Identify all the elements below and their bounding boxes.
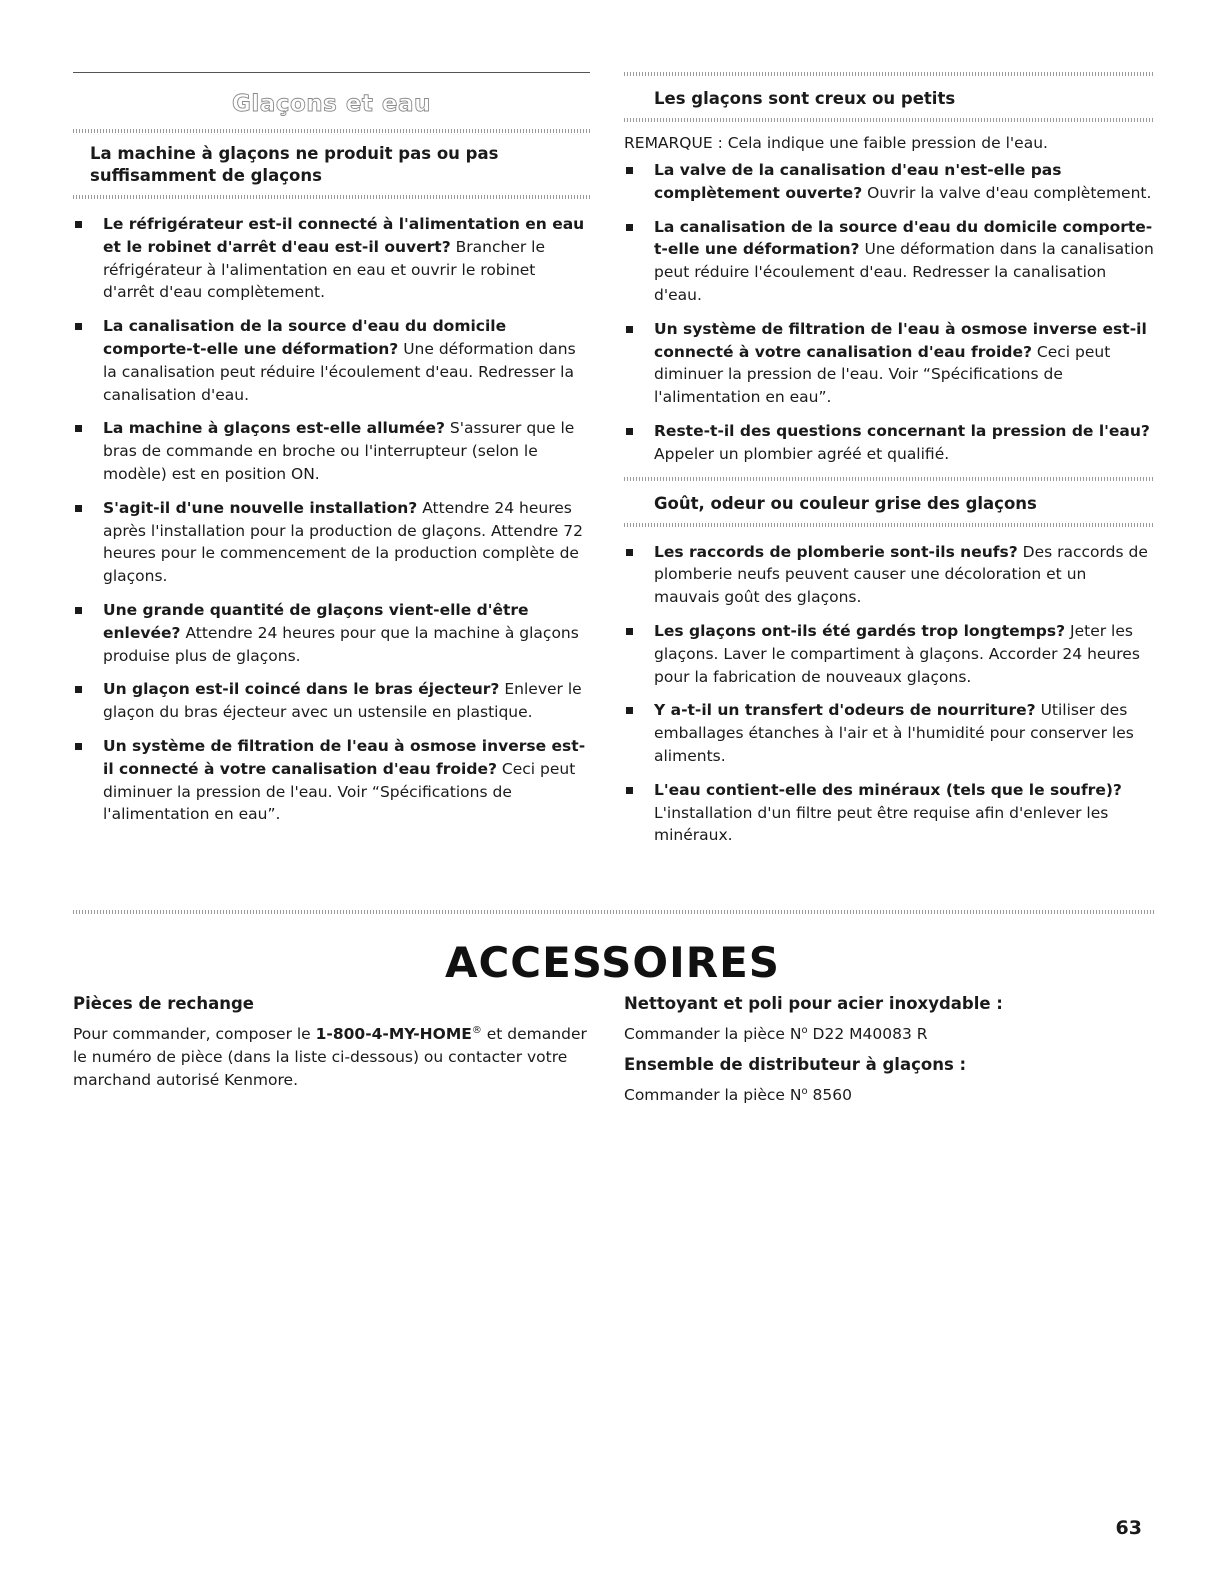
bullet-icon [626,326,633,333]
replacement-parts-heading: Pièces de rechange [73,994,254,1013]
answer: Appeler un plombier agréé et qualifié. [654,444,950,463]
question: La valve de la canalisation d'eau n'est-elle pas complètement ouverte? [654,161,1062,202]
list-item [73,678,590,724]
page-number: 63 [1115,1517,1142,1539]
question: La machine à glaçons est-elle allumée? [103,419,445,438]
left-column [73,72,590,837]
question: Une grande quantité de glaçons vient-elle d'être enlevée? [103,600,529,642]
replacement-parts [73,993,593,1100]
bullet-icon [626,628,633,635]
question: S'agit-il d'une nouvelle installation? [103,498,418,517]
checklist-taste-odor [624,541,1154,848]
bullet-icon [626,167,633,174]
accessories-title: ACCESSOIRES [444,938,781,987]
answer: Des raccords de plomberie neufs peuvent causer une décoloration et un mauvais goût des glaçons. [654,542,1148,607]
list-item [624,699,1154,767]
answer: Enlever le glaçon du bras éjecteur avec un ustensile en plastique. [103,680,582,722]
dotted-rule [73,195,590,199]
subhead-taste-odor: Goût, odeur ou couleur grise des glaçons [654,493,1037,513]
question: Les glaçons ont-ils été gardés trop longtemps? [654,621,1066,640]
bullet-icon [626,428,633,435]
cleaner-text-start: Commander la pièce N [624,1025,802,1044]
bullet-icon [75,221,82,228]
degree-mark: o [801,1025,808,1036]
question: L'eau contient-elle des minéraux (tels que le soufre)? [654,780,1122,799]
dispenser-part [624,1080,1154,1107]
question: Un système de filtration de l'eau à osmose inverse est-il connecté à votre canalisation d'eau froide? [654,319,1147,361]
list-item [624,216,1154,307]
bullet-icon [626,707,633,714]
answer: Jeter les glaçons. Laver le compartiment à glaçons. Accorder 24 heures pour la fabrication de nouveaux glaçons. [654,621,1140,686]
subhead-ice-production [73,133,590,195]
list-item [73,213,590,304]
right-column [624,72,1154,858]
answer: L'installation d'un filtre peut être requise afin d'enlever les minéraux. [654,803,1109,845]
cleaner-part [624,1019,1154,1046]
note-low-pressure: REMARQUE : Cela indique une faible pression de l'eau. [624,134,1048,152]
cleaner-heading: Nettoyant et poli pour acier inoxydable : [624,994,1003,1013]
list-item [73,735,590,826]
question: Les raccords de plomberie sont-ils neufs? [654,542,1018,561]
question: Le réfrigérateur est-il connecté à l'alimentation en eau et le robinet d'arrêt d'eau est-il ouvert? [103,215,585,256]
answer: Ceci peut diminuer la pression de l'eau. Voir “Spécifications de l'alimentation en eau”. [654,342,1111,407]
bullet-icon [75,323,82,330]
answer: Une déformation dans la canalisation peut réduire l'écoulement d'eau. Redresser la canalisation d'eau. [654,240,1154,304]
dotted-rule [624,118,1154,122]
list-item [624,541,1154,609]
dispenser-part-number: 8560 [807,1086,852,1105]
answer: S'assurer que le bras de commande en broche ou l'interrupteur (selon le modèle) est en position ON. [103,419,575,483]
list-item [624,318,1154,409]
bullet-icon [75,607,82,614]
list-item [73,315,590,406]
answer: Une déformation dans la canalisation peut réduire l'écoulement d'eau. Redresser la canalisation d'eau. [103,339,576,404]
checklist-ice-production [73,213,590,826]
bullet-icon [626,224,633,231]
question: Y a-t-il un transfert d'odeurs de nourriture? [654,701,1036,720]
list-item [624,779,1154,847]
list-item [73,599,590,667]
question: La canalisation de la source d'eau du domicile comporte-t-elle une déformation? [654,217,1153,259]
accessory-parts [624,993,1154,1115]
list-item [624,620,1154,688]
parts-text-start: Pour commander, composer le [73,1025,316,1044]
bullet-icon [75,686,82,693]
bullet-icon [626,787,633,794]
checklist-hollow-cubes [624,159,1154,466]
bullet-icon [626,549,633,556]
question: Un système de filtration de l'eau à osmose inverse est-il connecté à votre canalisation d'eau froide? [103,736,586,778]
top-rule [73,72,590,73]
bullet-icon [75,425,82,432]
section-title: Glaçons et eau [232,91,431,117]
list-item [624,159,1154,205]
subhead-line-2: suffisamment de glaçons [90,166,322,185]
subhead-line-1: La machine à glaçons ne produit pas ou pas [90,144,499,163]
answer: Attendre 24 heures après l'installation pour la production de glaçons. Attendre 72 heures pour le commencement de la production complète de glaçons. [103,498,583,586]
answer: Ceci peut diminuer la pression de l'eau. Voir “Spécifications de l'alimentation en eau”. [103,759,576,824]
bullet-icon [75,743,82,750]
question: Reste-t-il des questions concernant la pression de l'eau? [654,421,1150,440]
answer: Utiliser des emballages étanches à l'air et à l'humidité pour conserver les aliments. [654,701,1134,765]
question: La canalisation de la source d'eau du domicile comporte-t-elle une déformation? [103,317,507,358]
phone-number: 1-800-4-MY-HOME [315,1025,472,1044]
dotted-rule [624,523,1154,527]
list-item [73,497,590,588]
dispenser-text-start: Commander la pièce N [624,1086,802,1105]
list-item [624,420,1154,466]
cleaner-part-number: D22 M40083 R [807,1025,928,1044]
answer: Attendre 24 heures pour que la machine à glaçons produise plus de glaçons. [103,623,579,665]
registered-mark: ® [471,1025,482,1036]
answer: Ouvrir la valve d'eau complètement. [867,183,1152,202]
degree-mark: o [801,1086,808,1098]
question: Un glaçon est-il coincé dans le bras éjecteur? [103,680,500,699]
parts-text-end: et demander le numéro de pièce (dans la liste ci-dessous) ou contacter votre marchand autorisé Kenmore. [73,1025,587,1090]
answer: Brancher le réfrigérateur à l'alimentation en eau et ouvrir le robinet d'arrêt d'eau complètement. [103,237,545,302]
accessories-rule [73,910,1154,914]
subhead-hollow-cubes: Les glaçons sont creux ou petits [654,89,956,108]
replacement-parts-text [73,1019,593,1092]
bullet-icon [75,505,82,512]
dispenser-heading: Ensemble de distributeur à glaçons : [624,1055,967,1075]
list-item [73,417,590,485]
